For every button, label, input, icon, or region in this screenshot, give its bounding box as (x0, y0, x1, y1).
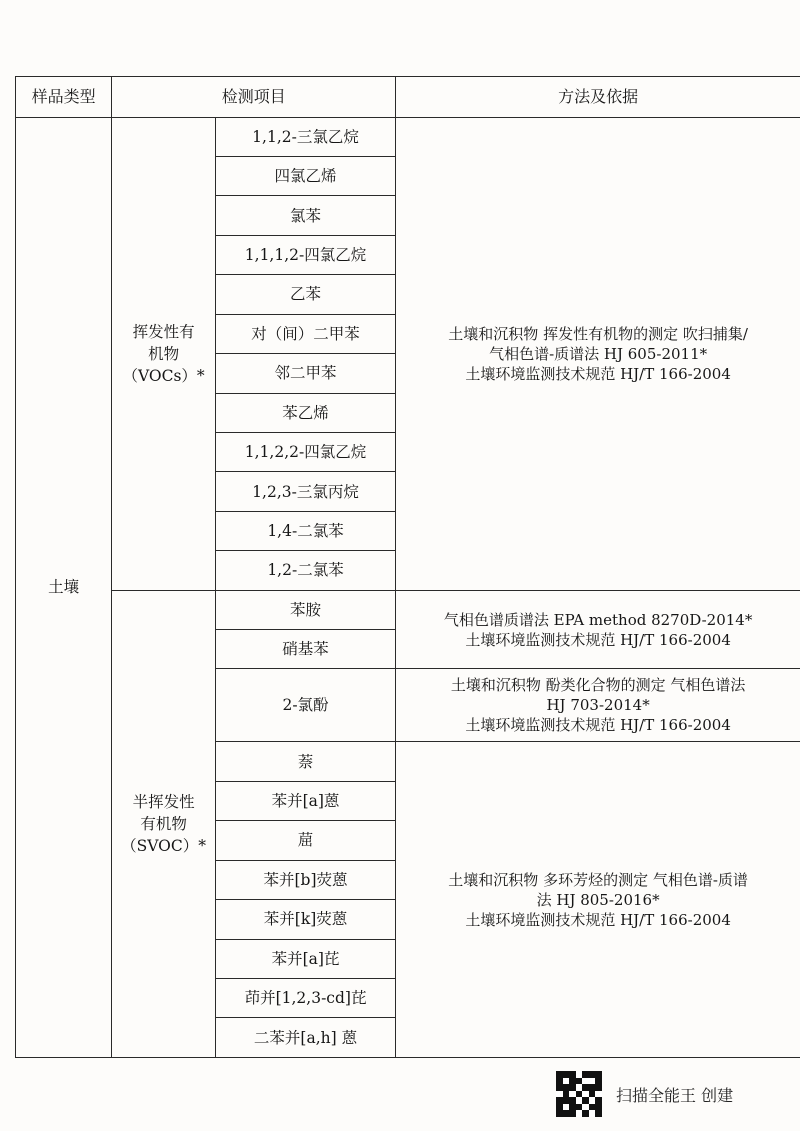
method-line: 土壤和沉积物 多环芳烃的测定 气相色谱-质谱 (448, 870, 748, 889)
group-name-line: 挥发性有 (132, 322, 195, 341)
test-item: 萘 (215, 742, 395, 781)
test-item: 乙苯 (215, 275, 395, 314)
test-item: 苯并[a]芘 (215, 939, 395, 978)
test-item: 苯胺 (215, 590, 395, 629)
method-line: 土壤环境监测技术规范 HJ/T 166-2004 (465, 630, 731, 649)
method-line: 土壤环境监测技术规范 HJ/T 166-2004 (465, 364, 731, 383)
group-name-line: 机物 (148, 344, 180, 363)
test-item: 苯并[k]荧蒽 (215, 900, 395, 939)
test-item: 苯并[a]蒽 (215, 781, 395, 820)
test-item: 硝基苯 (215, 630, 395, 669)
test-item: 茚并[1,2,3-cd]芘 (215, 978, 395, 1017)
header-sample-type: 样品类型 (16, 77, 112, 118)
sample-type-cell: 土壤 (16, 117, 112, 1057)
table-row (16, 590, 800, 629)
method-line: 气相色谱质谱法 EPA method 8270D-2014* (443, 610, 753, 629)
test-item: 二苯并[a,h] 蒽 (215, 1018, 395, 1058)
method-line: 土壤环境监测技术规范 HJ/T 166-2004 (465, 716, 731, 735)
group-name-vocs (112, 117, 216, 590)
scanner-watermark (556, 1071, 733, 1117)
group-name-line: （SVOC）* (121, 836, 206, 855)
table-header-row (16, 77, 800, 118)
group-name-line: 半挥发性 (132, 792, 195, 811)
method-line: HJ 703-2014* (546, 696, 650, 715)
method-line: 土壤和沉积物 酚类化合物的测定 气相色谱法 (450, 676, 746, 695)
group-name-line: 有机物 (140, 814, 187, 833)
method-line: 法 HJ 805-2016* (536, 890, 660, 909)
method-cell (396, 742, 800, 1058)
footer-text: 扫描全能王 创建 (616, 1085, 734, 1105)
test-item: 䓛 (215, 821, 395, 860)
method-cell (396, 590, 800, 669)
test-item: 对（间）二甲苯 (215, 314, 395, 353)
test-item: 1,1,2-三氯乙烷 (215, 117, 395, 156)
header-test-item: 检测项目 (112, 77, 396, 118)
qr-code-icon (556, 1071, 602, 1117)
test-item: 2-氯酚 (215, 669, 395, 742)
group-name-line: （VOCs）* (122, 366, 205, 385)
method-cell (396, 669, 800, 742)
test-item: 1,1,2,2-四氯乙烷 (215, 432, 395, 471)
method-line: 气相色谱-质谱法 HJ 605-2011* (489, 344, 708, 363)
method-cell (396, 117, 800, 590)
test-item: 苯并[b]荧蒽 (215, 860, 395, 899)
test-item: 1,1,1,2-四氯乙烷 (215, 235, 395, 274)
table-row (16, 117, 800, 156)
test-item: 1,2-二氯苯 (215, 551, 395, 590)
test-method-table (15, 76, 800, 1058)
test-item: 氯苯 (215, 196, 395, 235)
test-item: 苯乙烯 (215, 393, 395, 432)
group-name-svoc (112, 590, 216, 1057)
method-line: 土壤和沉积物 挥发性有机物的测定 吹扫捕集/ (448, 324, 748, 343)
test-item: 邻二甲苯 (215, 354, 395, 393)
method-line: 土壤环境监测技术规范 HJ/T 166-2004 (465, 910, 731, 929)
header-method: 方法及依据 (396, 77, 800, 118)
test-item: 四氯乙烯 (215, 156, 395, 195)
test-item: 1,4-二氯苯 (215, 511, 395, 550)
test-item: 1,2,3-三氯丙烷 (215, 472, 395, 511)
